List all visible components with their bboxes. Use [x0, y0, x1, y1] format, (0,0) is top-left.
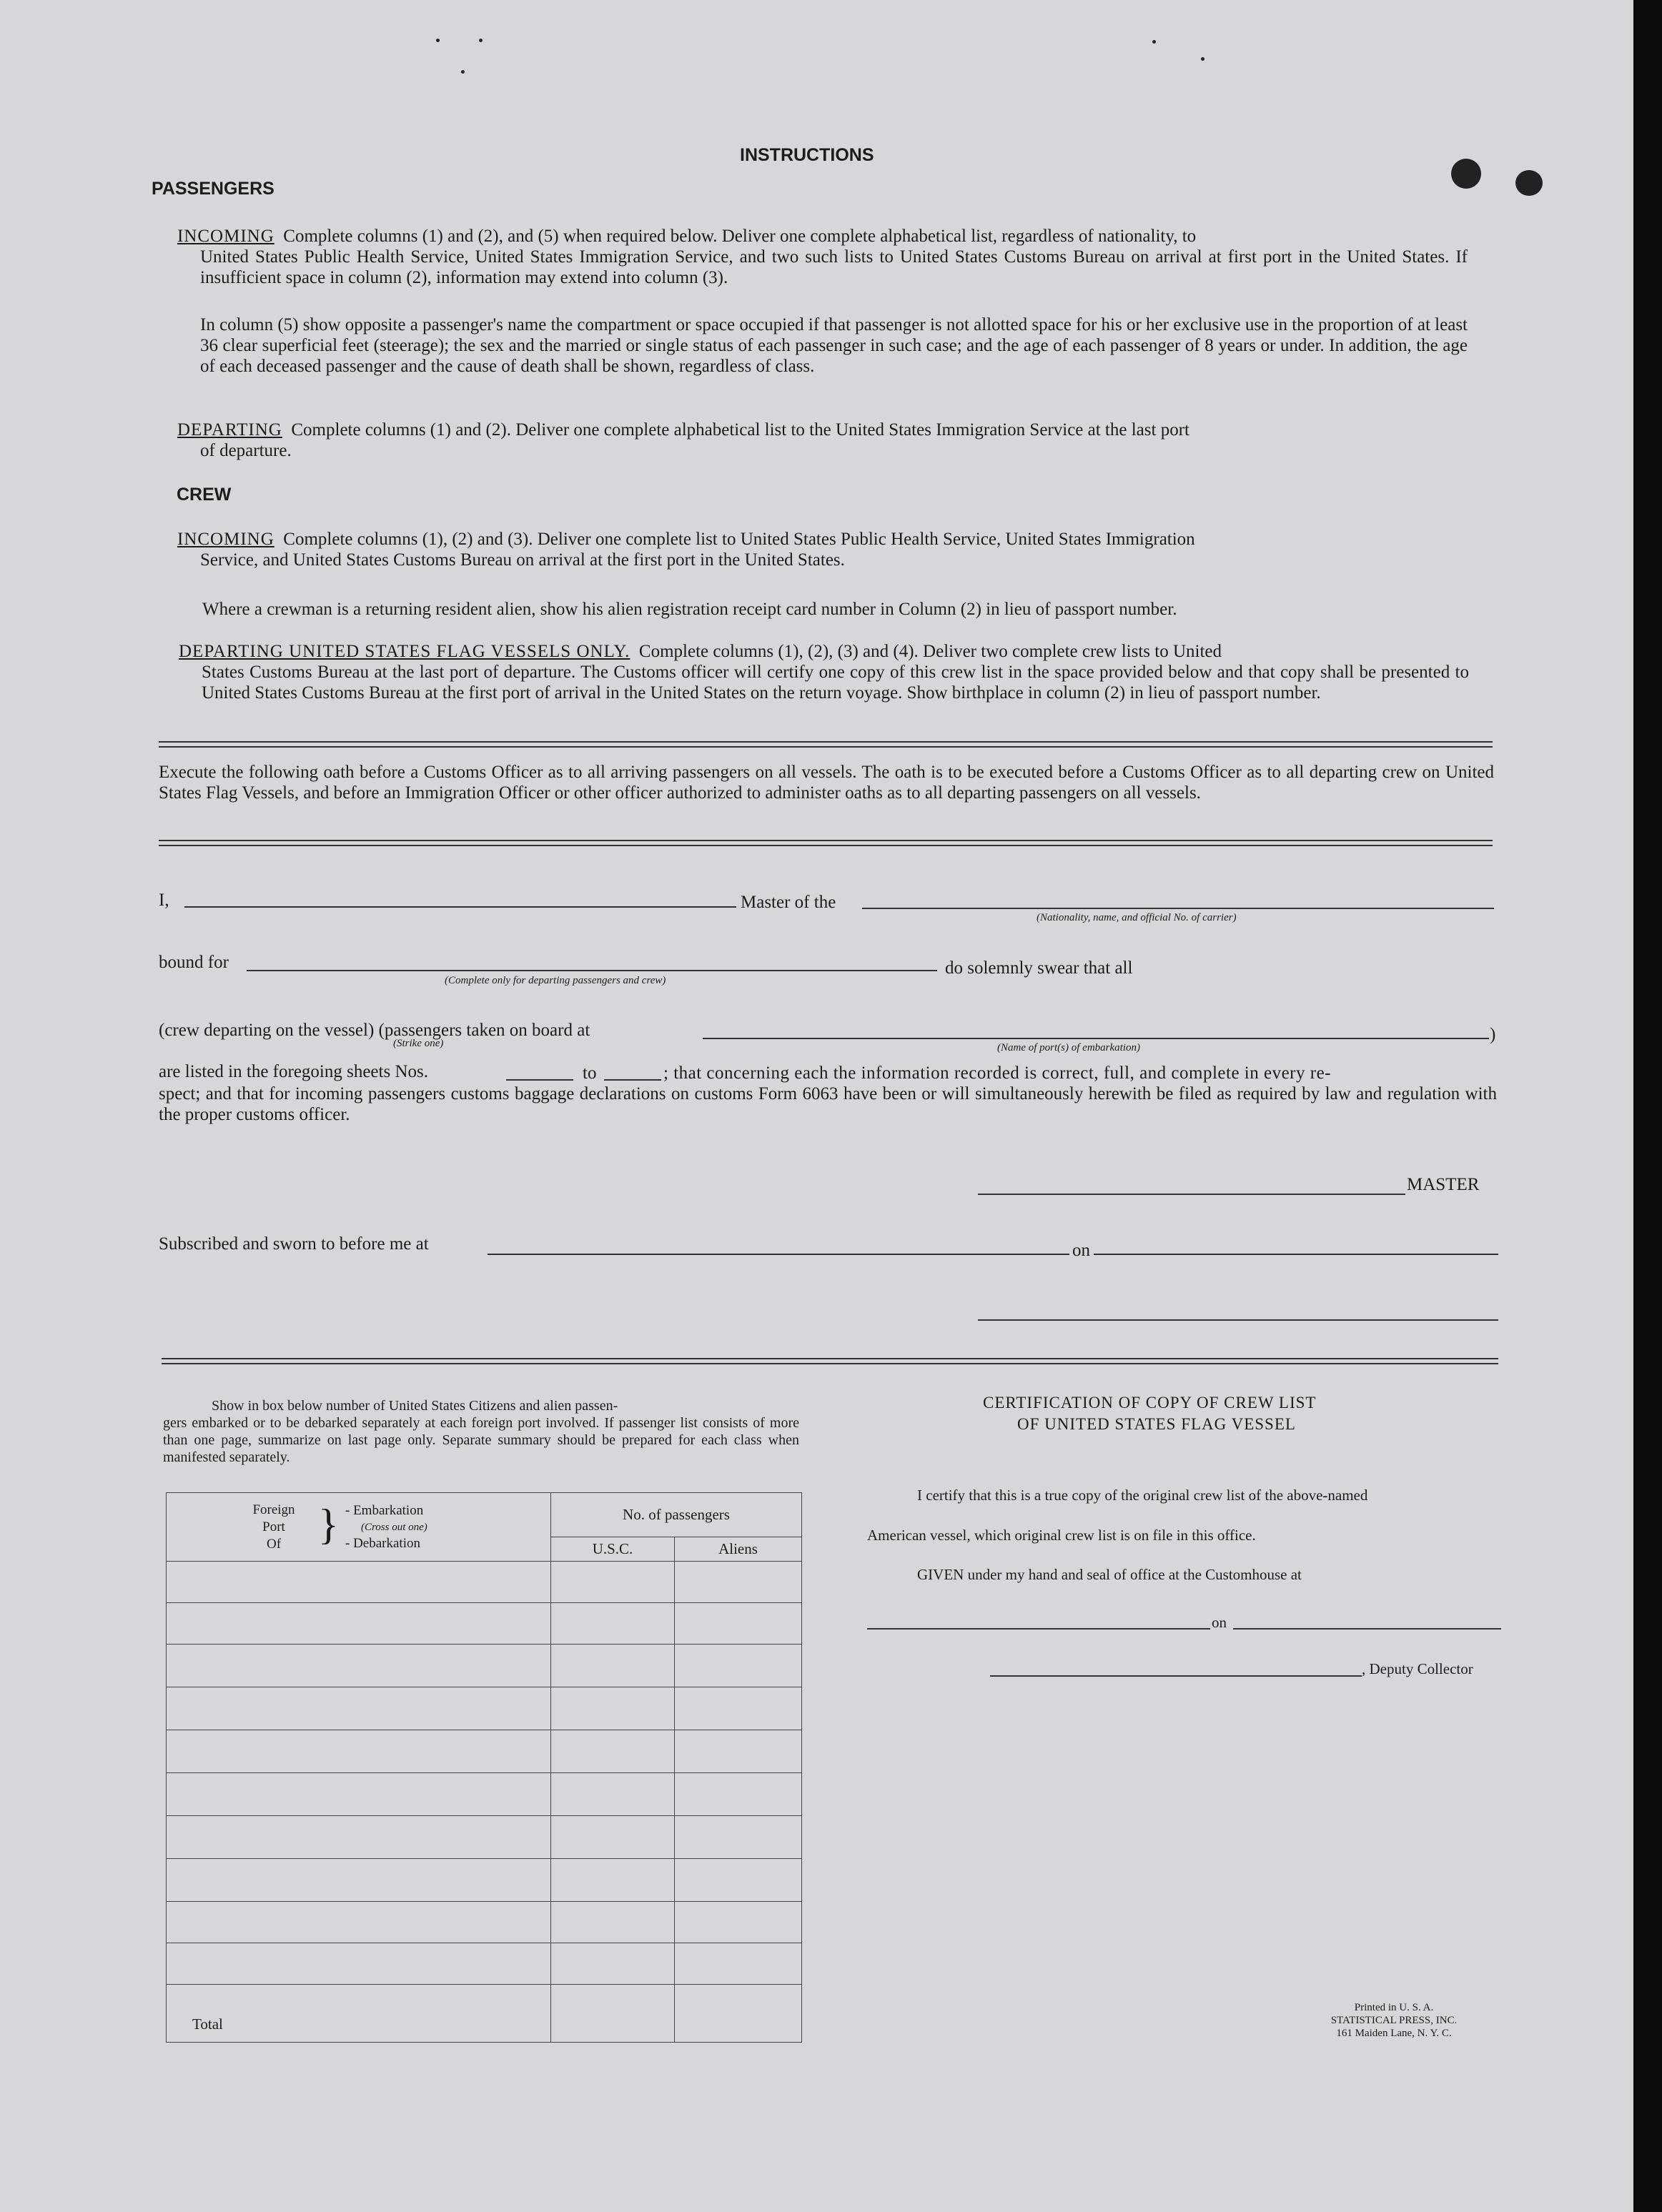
instructions-title: INSTRUCTIONS	[740, 145, 874, 165]
passengers-departing-rest: of departure.	[200, 441, 292, 460]
summary-instruction-rest: gers embarked or to be debarked separately at each foreign port involved. If passenger list consists of more than one page, summarize on last page only. Separate summary should be prepared for each class when manifested separately.	[163, 1415, 799, 1465]
usc-cell[interactable]	[551, 1859, 675, 1902]
ports-caption: (Name of port(s) of embarkation)	[997, 1042, 1140, 1053]
master-of-the-label: Master of the	[741, 893, 836, 912]
carrier-field[interactable]	[862, 908, 1494, 909]
usc-header: U.S.C.	[551, 1537, 675, 1562]
sheet-to-field[interactable]	[604, 1079, 661, 1081]
total-usc-cell[interactable]	[551, 1985, 675, 2043]
port-cell[interactable]	[167, 1687, 551, 1730]
oath-rest-line1: ; that concerning each the information recorded is correct, full, and complete in every re-	[663, 1063, 1332, 1083]
port-label: Port	[262, 1519, 285, 1534]
brace-glyph: }	[318, 1501, 339, 1548]
sworn-date-field[interactable]	[1094, 1254, 1498, 1255]
usc-cell[interactable]	[551, 1562, 675, 1603]
printer-line-1: Printed in U. S. A.	[1354, 2002, 1434, 2013]
swear-text: do solemnly swear that all	[945, 958, 1133, 978]
port-cell[interactable]	[167, 1816, 551, 1859]
passengers-heading: PASSENGERS	[152, 179, 274, 199]
crew-heading: CREW	[177, 485, 232, 505]
aliens-cell[interactable]	[675, 1603, 802, 1645]
embarkation-label: - Embarkation	[345, 1503, 424, 1518]
port-cell[interactable]	[167, 1902, 551, 1943]
usc-cell[interactable]	[551, 1816, 675, 1859]
crew-incoming-rest: Service, and United States Customs Bureau on arrival at the first port in the United States.	[200, 550, 845, 570]
ink-speck	[1201, 57, 1205, 61]
port-cell[interactable]	[167, 1943, 551, 1985]
sworn-on-label: on	[1072, 1241, 1090, 1260]
ink-speck	[461, 70, 465, 74]
crew-departing-option: (crew departing on the vessel)	[159, 1021, 375, 1040]
printer-imprint	[1287, 2001, 1501, 2040]
column5-note: In column (5) show opposite a passenger's name the compartment or space occupied if that passenger is not allotted space for his or her exclusive use in the proportion of at least 36 clear superficial feet (steerage); the sex and the married or single status of each passenger in such case; and the age of each passenger of 8 years or under. In addition, the age of each deceased passenger and the cause of death shall be shown, regardless of class.	[200, 315, 1468, 376]
of-label: Of	[266, 1537, 282, 1552]
oath-rest: spect; and that for incoming passengers customs baggage declarations on customs Form 6063 have been or will simultaneously herewith be filed as required by law and regulation with the proper customs officer.	[159, 1084, 1497, 1124]
master-signature-field[interactable]	[978, 1194, 1405, 1195]
usc-cell[interactable]	[551, 1687, 675, 1730]
passengers-departing-line1: Complete columns (1) and (2). Deliver one complete alphabetical list to the United States Immigration Service at the last port	[291, 420, 1189, 440]
strike-one-caption: (Strike one)	[393, 1038, 444, 1049]
listed-in-text: are listed in the foregoing sheets Nos.	[159, 1062, 428, 1081]
deputy-signature-field[interactable]	[990, 1675, 1362, 1677]
embarkation-ports-field[interactable]	[703, 1038, 1489, 1039]
crew-passengers-line	[159, 1020, 590, 1041]
total-aliens-cell[interactable]	[675, 1985, 802, 2043]
summary-instruction-block	[163, 1397, 799, 1466]
bound-for-label: bound for	[159, 953, 229, 972]
ink-speck	[479, 39, 483, 42]
crew-departing-line1: Complete columns (1), (2), (3) and (4). Deliver two complete crew lists to United	[638, 642, 1222, 661]
foreign-port-header	[167, 1493, 551, 1562]
foreign-label: Foreign	[252, 1502, 295, 1517]
aliens-header: Aliens	[675, 1537, 802, 1562]
passenger-summary-table	[166, 1492, 802, 2043]
aliens-cell[interactable]	[675, 1859, 802, 1902]
aliens-cell[interactable]	[675, 1730, 802, 1773]
passengers-departing-paragraph	[177, 420, 1468, 461]
port-cell[interactable]	[167, 1645, 551, 1687]
passengers-incoming-line1: Complete columns (1) and (2), and (5) when required below. Deliver one complete alphabetical list, regardless of nationality, to	[283, 227, 1197, 246]
bound-for-field[interactable]	[247, 970, 937, 971]
certification-title-1: CERTIFICATION OF COPY OF CREW LIST	[983, 1394, 1317, 1412]
subscribed-label: Subscribed and sworn to before me at	[159, 1234, 429, 1254]
certification-title-2: OF UNITED STATES FLAG VESSEL	[1017, 1415, 1296, 1433]
port-cell[interactable]	[167, 1562, 551, 1603]
summary-instruction-first: Show in box below number of United States Citizens and alien passen-	[212, 1398, 618, 1414]
to-label: to	[583, 1063, 597, 1083]
debarkation-label: - Debarkation	[345, 1536, 420, 1551]
aliens-cell[interactable]	[675, 1645, 802, 1687]
usc-cell[interactable]	[551, 1773, 675, 1816]
incoming-label: INCOMING	[177, 227, 274, 246]
usc-cell[interactable]	[551, 1943, 675, 1985]
printer-line-2: STATISTICAL PRESS, INC.	[1330, 2015, 1458, 2026]
crew-incoming-line1: Complete columns (1), (2) and (3). Deliver one complete list to United States Public Health Service, United States Immigration	[283, 530, 1195, 549]
crew-departing-rest: States Customs Bureau at the last port of departure. The Customs officer will certify one copy of this crew list in the space provided below and that copy shall be presented to United States Customs Bureau at the first port of arrival in the United States on the return voyage. Show birthplace in column (2) in lieu of passport number.	[202, 663, 1469, 703]
aliens-cell[interactable]	[675, 1943, 802, 1985]
oath-i: I,	[159, 891, 169, 910]
crew-incoming-paragraph	[177, 529, 1468, 570]
total-label: Total	[167, 1985, 551, 2043]
bound-for-caption: (Complete only for departing passengers and crew)	[445, 975, 666, 986]
crew-alien-note: Where a crewman is a returning resident alien, show his alien registration receipt card number in Column (2) in lieu of passport number.	[202, 600, 1177, 619]
passengers-taken-option: (passengers taken on board at	[378, 1021, 590, 1040]
section-divider	[159, 840, 1493, 846]
passengers-incoming-paragraph	[177, 226, 1468, 288]
ink-speck	[1152, 40, 1156, 44]
certification-text-2: American vessel, which original crew list is on file in this office.	[867, 1527, 1256, 1544]
customhouse-field[interactable]	[867, 1628, 1210, 1630]
port-cell[interactable]	[167, 1730, 551, 1773]
port-cell[interactable]	[167, 1773, 551, 1816]
aliens-cell[interactable]	[675, 1687, 802, 1730]
usc-cell[interactable]	[551, 1603, 675, 1645]
certification-on: on	[1212, 1614, 1227, 1631]
section-divider	[159, 741, 1493, 748]
no-of-passengers-header: No. of passengers	[551, 1493, 802, 1537]
deputy-collector-label: , Deputy Collector	[1362, 1660, 1473, 1677]
section-divider	[162, 1358, 1498, 1364]
ink-speck	[436, 39, 440, 42]
usc-cell[interactable]	[551, 1645, 675, 1687]
master-name-field[interactable]	[184, 906, 736, 908]
crew-departing-paragraph	[179, 641, 1469, 703]
certification-date-field[interactable]	[1233, 1628, 1501, 1630]
sworn-place-field[interactable]	[488, 1254, 1069, 1255]
master-label: MASTER	[1407, 1175, 1480, 1194]
printer-line-3: 161 Maiden Lane, N. Y. C.	[1336, 2028, 1452, 2039]
oath-instruction: Execute the following oath before a Customs Officer as to all arriving passengers on all vessels. The oath is to be executed before a Customs Officer as to all departing crew on United States Flag Vessels, and before an Immigration Officer or other officer authorized to administer oaths as to all departing passengers on all vessels.	[159, 763, 1494, 803]
aliens-cell[interactable]	[675, 1816, 802, 1859]
ink-speck	[1451, 159, 1481, 189]
aliens-cell[interactable]	[675, 1562, 802, 1603]
crew-departing-label: DEPARTING UNITED STATES FLAG VESSELS ONLY.	[179, 642, 630, 661]
cross-out-caption: (Cross out one)	[361, 1522, 427, 1533]
usc-cell[interactable]	[551, 1730, 675, 1773]
usc-cell[interactable]	[551, 1902, 675, 1943]
crew-incoming-label: INCOMING	[177, 530, 274, 549]
close-paren: )	[1490, 1025, 1496, 1044]
aliens-cell[interactable]	[675, 1773, 802, 1816]
ink-speck	[1515, 170, 1543, 196]
carrier-caption: (Nationality, name, and official No. of carrier)	[1037, 912, 1237, 923]
departing-label: DEPARTING	[177, 420, 282, 440]
aliens-cell[interactable]	[675, 1902, 802, 1943]
certification-given: GIVEN under my hand and seal of office at the Customhouse at	[917, 1566, 1302, 1583]
officer-signature-field[interactable]	[978, 1319, 1498, 1321]
port-cell[interactable]	[167, 1859, 551, 1902]
certification-text-1: I certify that this is a true copy of the original crew list of the above-named	[917, 1487, 1368, 1504]
port-cell[interactable]	[167, 1603, 551, 1645]
sheet-from-field[interactable]	[506, 1079, 573, 1081]
passengers-incoming-rest: United States Public Health Service, United States Immigration Service, and two such lists to United States Customs Bureau on arrival at first port in the United States. If insufficient space in column (2), information may extend into column (3).	[200, 247, 1468, 287]
